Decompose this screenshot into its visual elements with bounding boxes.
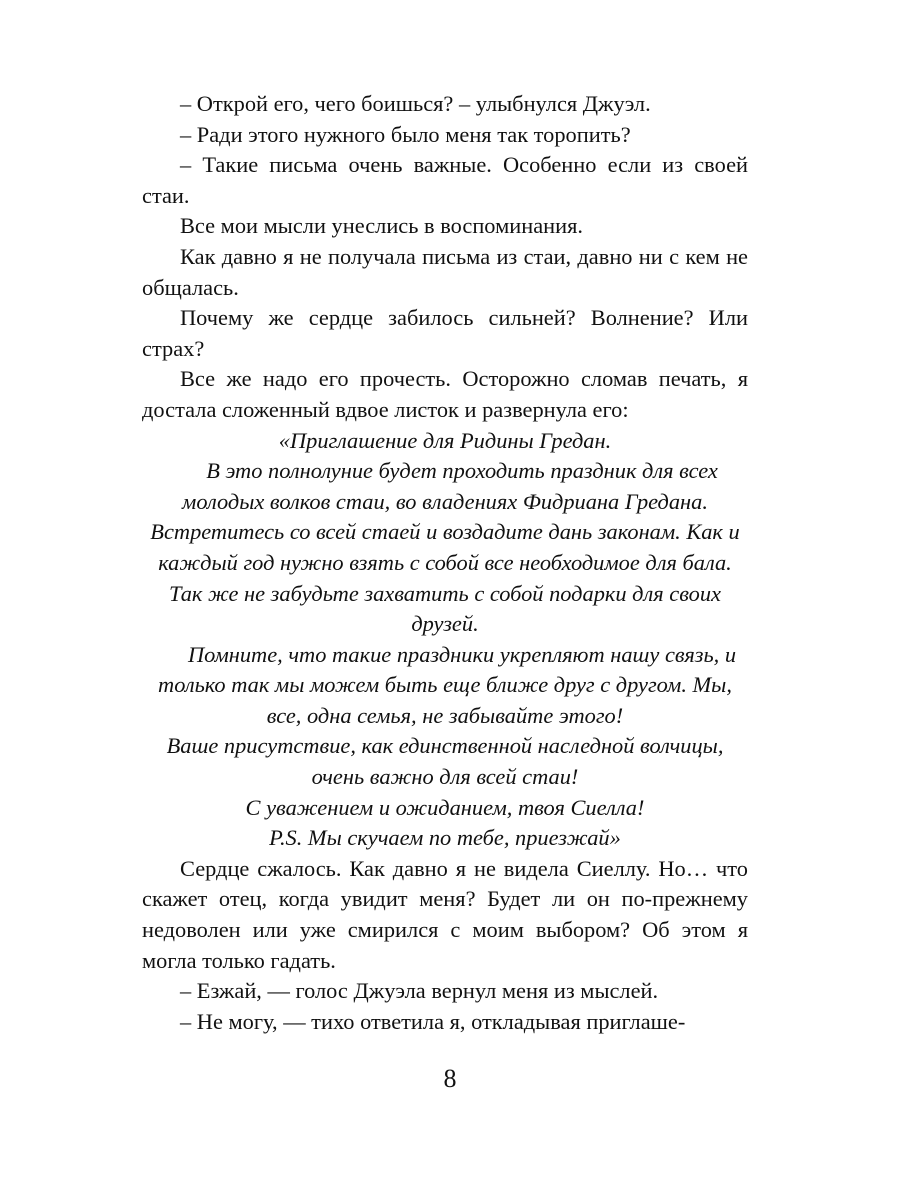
paragraph: Почему же сердце забилось сильней? Волнение? Или страх? [142,305,748,361]
paragraph: Сердце сжалось. Как давно я не видела Сиеллу. Но… что скажет отец, когда увидит меня? Будет ли он по-прежнему недоволен или уже смирился с моим выбором? Об этом я могла только гадать. [142,855,748,973]
paragraph: – Езжай, — голос Джуэла вернул меня из мыслей. [180,978,659,1004]
letter-paragraph: Ваше присутствие, как единственной наследной волчицы, очень важно для всей стаи! [166,733,724,790]
paragraph: – Ради этого нужного было меня так торопить? [180,121,631,147]
letter-paragraph: В это полнолуние будет проходить праздник для всех молодых волков стаи, во владениях Фидриана Гредана. Встретитесь со всей стаей и воздадите дань законам. Как и каждый год нужно взять с собой все необходимое для бала. Так же не забудьте захватить с собой подарки для своих друзей. [150,458,740,637]
paragraph: Все мои мысли унеслись в воспоминания. [180,213,584,239]
page-number: 8 [443,1064,457,1093]
letter-heading: «Приглашение для Ридины Гредан. [278,427,612,453]
letter-block [142,426,748,854]
letter-paragraph: Помните, что такие праздники укрепляют нашу связь, и только так мы можем быть еще ближе друг с другом. Мы, все, одна семья, не забывайте этого! [158,641,737,728]
letter-postscript: P.S. Мы скучаем по тебе, приезжай» [269,825,621,851]
book-page [142,89,748,1037]
letter-signature: С уважением и ожиданием, твоя Сиелла! [245,794,645,820]
paragraph: – Не могу, — тихо ответила я, откладывая приглаше- [180,1008,686,1034]
paragraph: – Открой его, чего боишься? – улыбнулся Джуэл. [180,91,651,116]
paragraph: Как давно я не получала письма из стаи, давно ни с кем не общалась. [142,243,748,300]
paragraph: – Такие письма очень важные. Особенно если из своей стаи. [142,152,748,208]
paragraph: Все же надо его прочесть. Осторожно сломав печать, я достала сложенный вдвое листок и развернула его: [142,366,748,422]
